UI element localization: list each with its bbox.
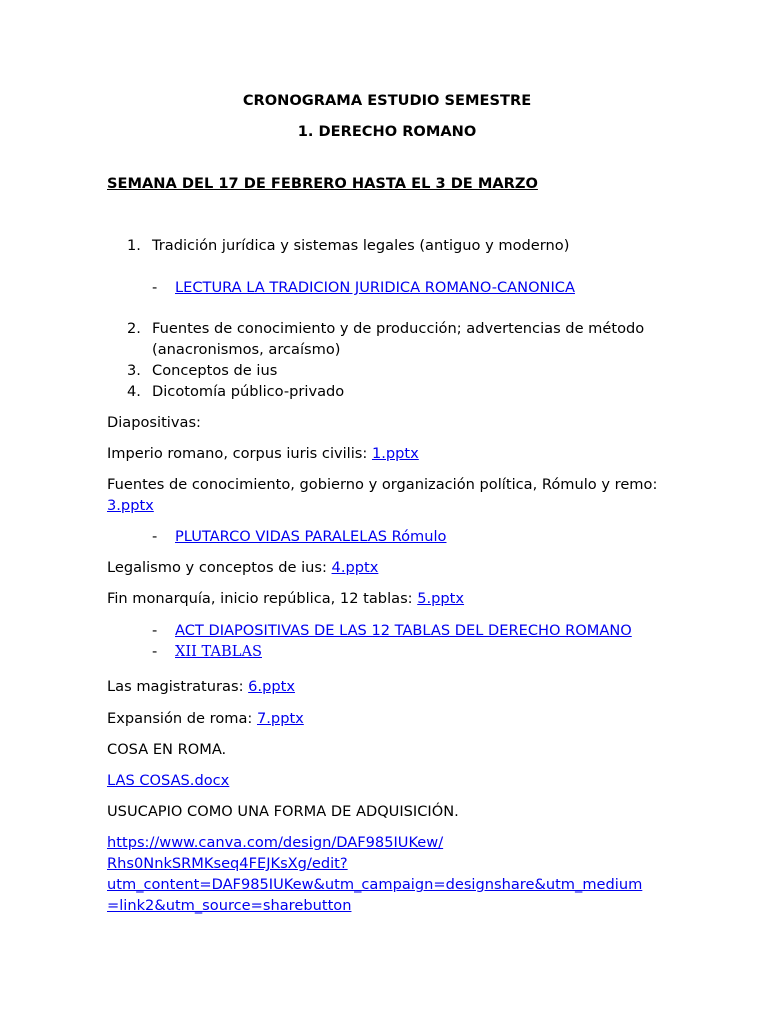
slide-expansion-link[interactable]: 7.pptx xyxy=(257,710,304,727)
slide-imperio-text: Imperio romano, corpus iuris civilis: xyxy=(107,445,372,462)
topic-text-1: Tradición jurídica y sistemas legales (antiguo y moderno) xyxy=(152,237,570,254)
slide-expansion-text: Expansión de roma: xyxy=(107,710,257,727)
las-cosas-link[interactable]: LAS COSAS.docx xyxy=(107,772,230,789)
slide-fin-link[interactable]: 5.pptx xyxy=(417,590,465,607)
slide-legalismo-link[interactable]: 4.pptx xyxy=(331,559,379,576)
week-heading: SEMANA DEL 17 DE FEBRERO HASTA EL 3 DE MARZO xyxy=(107,175,538,192)
bullet-dash: - xyxy=(152,528,158,545)
topic-text-3: Conceptos de ius xyxy=(152,362,278,379)
topic-number-2: 2. xyxy=(127,320,141,337)
cosa-heading: COSA EN ROMA. xyxy=(107,741,227,758)
bullet-dash: - xyxy=(152,643,158,660)
canva-link-line-2[interactable]: Rhs0NnkSRMKseq4FEJKsXg/edit? xyxy=(107,855,348,872)
bullet-dash: - xyxy=(152,622,158,639)
bullet-dash: - xyxy=(152,279,158,296)
diapositivas-label: Diapositivas: xyxy=(107,414,201,431)
usucapio-heading: USUCAPIO COMO UNA FORMA DE ADQUISICIÓN. xyxy=(107,803,459,820)
topic-number-1: 1. xyxy=(127,237,141,254)
canva-link-line-3[interactable]: utm_content=DAF985IUKew&utm_campaign=designshare&utm_medium xyxy=(107,876,643,893)
slide-expansion xyxy=(107,708,667,729)
slide-magistraturas xyxy=(107,676,667,697)
topic-text-2: Fuentes de conocimiento y de producción; advertencias de método (anacronismos, arcaísmo) xyxy=(152,320,645,358)
act-12-tablas-link[interactable]: ACT DIAPOSITIVAS DE LAS 12 TABLAS DEL DERECHO ROMANO xyxy=(175,622,632,639)
slide-fin-monarquia xyxy=(107,588,667,609)
topic-number-4: 4. xyxy=(127,383,141,400)
lectura-link[interactable]: LECTURA LA TRADICION JURIDICA ROMANO-CANONICA xyxy=(175,279,575,296)
canva-link-line-4[interactable]: =link2&utm_source=sharebutton xyxy=(107,897,352,914)
slide-fuentes-link[interactable]: 3.pptx xyxy=(107,497,154,514)
slide-imperio xyxy=(107,443,667,464)
slide-fuentes xyxy=(107,474,667,516)
xii-tablas-link[interactable]: XII TABLAS xyxy=(175,643,262,660)
slide-legalismo-text: Legalismo y conceptos de ius: xyxy=(107,559,332,576)
slide-legalismo xyxy=(107,557,667,578)
topic-text-4: Dicotomía público-privado xyxy=(152,383,345,400)
slide-imperio-link[interactable]: 1.pptx xyxy=(371,445,419,462)
slide-magistraturas-link[interactable]: 6.pptx xyxy=(248,678,295,695)
canva-link[interactable] xyxy=(107,832,667,916)
slide-fuentes-text: Fuentes de conocimiento, gobierno y organización política, Rómulo y remo: xyxy=(107,476,658,493)
page-title: CRONOGRAMA ESTUDIO SEMESTRE xyxy=(242,92,532,109)
plutarco-link[interactable]: PLUTARCO VIDAS PARALELAS Rómulo xyxy=(175,528,447,545)
canva-link-line-1[interactable]: https://www.canva.com/design/DAF985IUKew/ xyxy=(107,834,444,851)
slide-fin-text: Fin monarquía, inicio república, 12 tablas: xyxy=(107,590,418,607)
topic-number-3: 3. xyxy=(127,362,141,379)
page-subtitle: 1. DERECHO ROMANO xyxy=(297,123,477,140)
slide-magistraturas-text: Las magistraturas: xyxy=(107,678,249,695)
